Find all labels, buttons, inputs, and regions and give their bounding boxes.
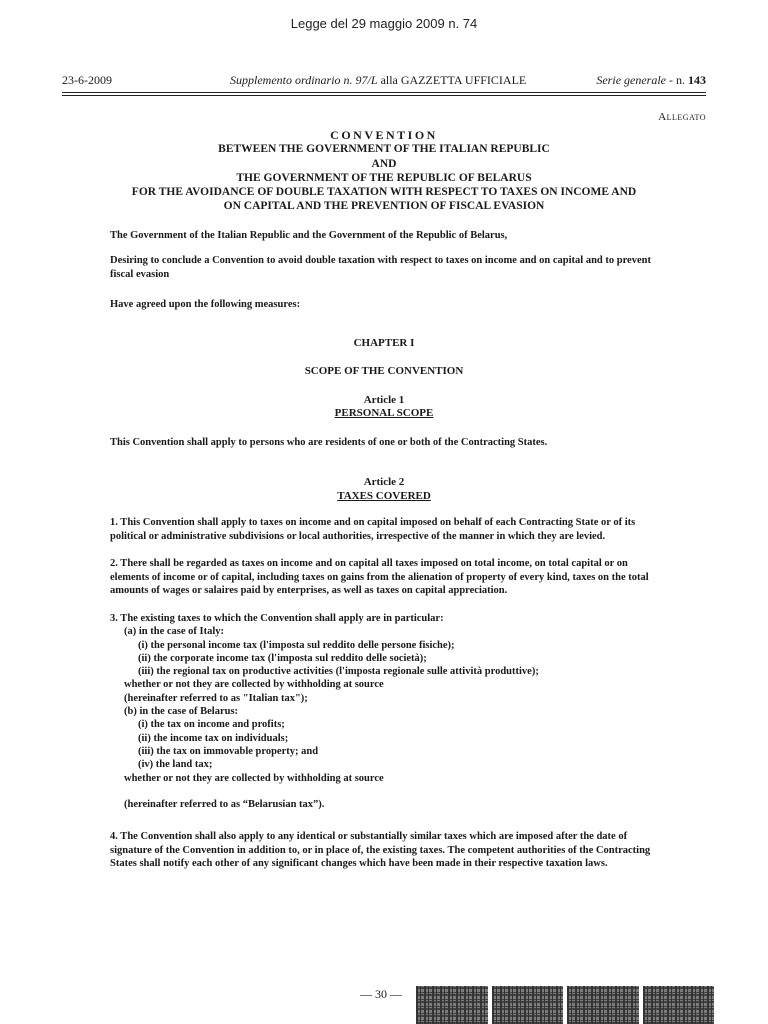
allegato-label: Allegato [658,111,706,123]
paragraph-3-intro: 3. The existing taxes to which the Convention shall apply are in particular: [110,613,444,624]
barcode-block [567,986,639,1024]
barcode-image [416,986,714,1024]
italy-withholding: whether or not they are collected by withholding at source [124,679,384,691]
article-1-title: PERSONAL SCOPE [334,407,434,419]
barcode-block [643,986,715,1024]
header-rule-top [62,92,706,93]
italy-label: (a) in the case of Italy: [124,626,225,638]
article-1-number: Article 1 [363,394,405,406]
belarus-item-3: (iii) the tax on immovable property; and [138,745,319,757]
article-2-paragraph-3 [110,612,658,811]
article-2-paragraph-1: 1. This Convention shall apply to taxes on income and on capital imposed on behalf of each Contracting State or of its political or administrative subdivisions or local authorities, irrespective of the manner in which they are levied. [110,517,636,542]
article-2-paragraph-4: 4. The Convention shall also apply to any identical or substantially similar taxes which are imposed after the date of signature of the Convention in addition to, or in place of, the existing taxes. The competent authorities of the Contracting States shall notify each other of any significant changes which have been made in their respective taxation laws. [110,831,651,869]
belarus-reference: (hereinafter referred to as “Belarusian tax”). [124,798,325,810]
convention-line-6: ON CAPITAL AND THE PREVENTION OF FISCAL EVASION [223,200,545,213]
belarus-item-2: (ii) the income tax on individuals; [138,732,289,744]
convention-line-2: BETWEEN THE GOVERNMENT OF THE ITALIAN REPUBLIC [218,143,550,156]
gazette-label: alla GAZZETTA UFFICIALE [377,73,527,87]
header-rule-bottom [62,95,706,96]
convention-heading [62,128,706,214]
serie-number: 143 [688,73,706,87]
convention-title: CONVENTION [330,128,438,142]
gazette-name [230,73,526,88]
belarus-label: (b) in the case of Belarus: [124,706,239,718]
convention-line-4: THE GOVERNMENT OF THE REPUBLIC OF BELARUS [236,171,532,184]
preamble-agreed: Have agreed upon the following measures: [110,299,301,310]
italy-item-3: (iii) the regional tax on productive activities (l'imposta regionale sulle attività produttive); [138,666,539,678]
convention-line-3: AND [371,157,397,170]
serie-label [596,73,706,88]
barcode-block [492,986,564,1024]
preamble-desiring: Desiring to conclude a Convention to avoid double taxation with respect to taxes on income and on capital and to prevent fiscal evasion [110,255,651,280]
preamble-governments: The Government of the Italian Republic and the Government of the Republic of Belarus, [110,230,508,241]
article-2-paragraph-2: 2. There shall be regarded as taxes on income and on capital all taxes imposed on total income, on total capital or on elements of income or of capital, including taxes on gains from the alienation of property of every kind, taxes on the total amounts of wages or salaires paid by enterprises, as well as taxes on capital appreciation. [110,558,649,596]
italy-item-1: (i) the personal income tax (l'imposta sul reddito delle persone fisiche); [138,639,455,651]
chapter-subtitle: SCOPE OF THE CONVENTION [304,365,464,377]
italy-reference: (hereinafter referred to as "Italian tax"); [124,692,308,704]
publication-date: 23-6-2009 [62,73,112,87]
convention-line-5: FOR THE AVOIDANCE OF DOUBLE TAXATION WITH RESPECT TO TAXES ON INCOME AND [131,186,637,199]
page-number: — 30 — [360,987,402,1001]
article-2-number: Article 2 [363,476,405,488]
belarus-item-1: (i) the tax on income and profits; [138,719,285,731]
article-1-text: This Convention shall apply to persons who are residents of one or both of the Contracting States. [110,437,548,448]
gazette-header [62,73,706,89]
article-2-title: TAXES COVERED [337,490,431,502]
belarus-item-4: (iv) the land tax; [138,759,213,771]
serie-separator: - n. [666,73,688,87]
italy-item-2: (ii) the corporate income tax (l'imposta sul reddito delle società); [138,652,427,664]
supplement-label: Supplemento ordinario n. 97/L [230,73,378,87]
chapter-title: CHAPTER I [353,337,415,349]
belarus-withholding: whether or not they are collected by withholding at source [124,772,384,784]
spacer [110,785,658,798]
document-title: Legge del 29 maggio 2009 n. 74 [290,16,478,31]
serie-name: Serie generale [596,73,666,87]
barcode-block [416,986,488,1024]
